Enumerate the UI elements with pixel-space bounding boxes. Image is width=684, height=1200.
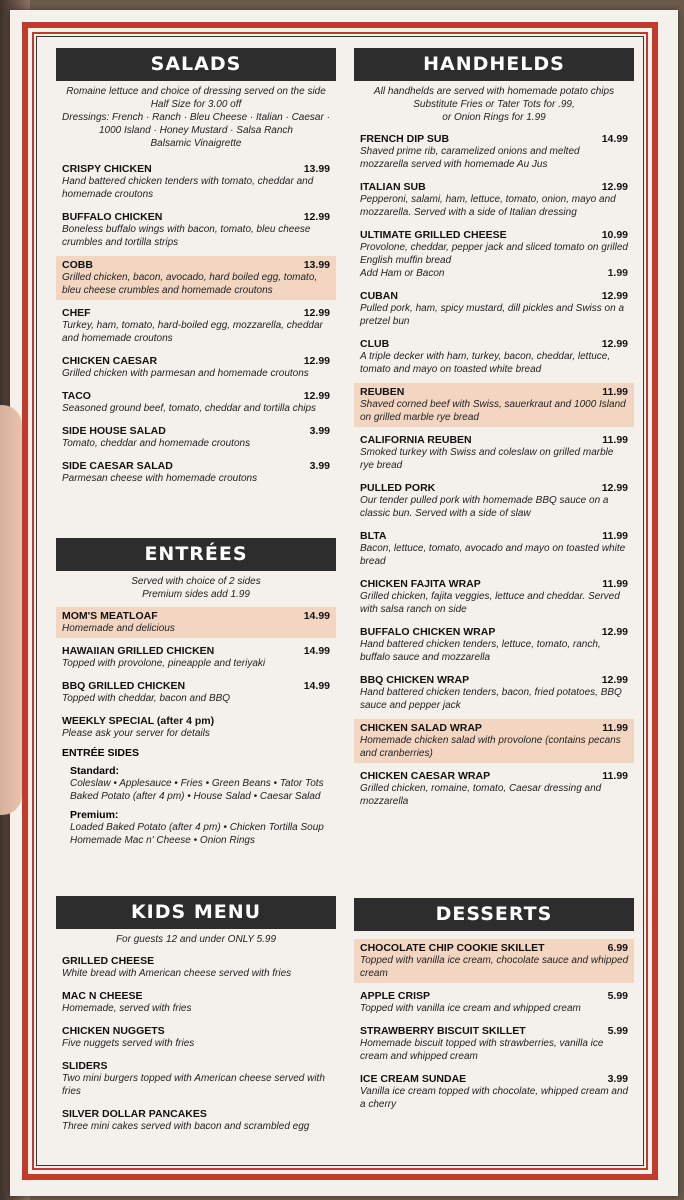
item-price: 3.99 xyxy=(309,425,330,437)
item-price: 13.99 xyxy=(303,163,330,175)
item-name: BBQ GRILLED CHICKEN xyxy=(62,680,186,692)
salads-intro: Romaine lettuce and choice of dressing served on the side Half Size for 3.00 off Dressings: French · Ranch · Bleu Cheese · Italian · Caesar · 1000 Island · Honey Mustard · Salsa Ranch Balsamic Vinaigrette xyxy=(62,86,330,149)
item-name: COBB xyxy=(62,259,93,271)
standard-sides-text: Coleslaw • Applesauce • Fries • Green Beans • Tator Tots Baked Potato (after 4 pm) • House Salad • Caesar Salad xyxy=(70,778,324,802)
menu-item xyxy=(56,677,336,708)
menu-item xyxy=(354,226,634,283)
menu-item xyxy=(354,287,634,331)
item-name: MOM'S MEATLOAF xyxy=(62,610,158,622)
item-name: FRENCH DIP SUB xyxy=(360,133,450,145)
menu-item xyxy=(354,1022,634,1066)
item-name: GRILLED CHEESE xyxy=(62,955,155,967)
item-name: CHICKEN FAJITA WRAP xyxy=(360,578,481,590)
item-name: BUFFALO CHICKEN WRAP xyxy=(360,626,496,638)
item-price: 5.99 xyxy=(607,1025,628,1037)
item-name: CHICKEN CAESAR xyxy=(62,355,158,367)
menu-item xyxy=(354,130,634,174)
item-price: 3.99 xyxy=(607,1073,628,1085)
menu-item xyxy=(56,304,336,348)
item-description: Smoked turkey with Swiss and coleslaw on grilled marble rye bread xyxy=(360,447,614,471)
item-name: CHICKEN CAESAR WRAP xyxy=(360,770,491,782)
menu-item xyxy=(56,1022,336,1053)
item-price: 14.99 xyxy=(303,645,330,657)
menu-item xyxy=(354,767,634,811)
item-price: 11.99 xyxy=(602,530,628,542)
item-price: 11.99 xyxy=(602,578,628,590)
menu-item xyxy=(56,1057,336,1101)
item-name: SIDE HOUSE SALAD xyxy=(62,425,166,437)
item-price: 11.99 xyxy=(602,722,628,734)
item-description: Seasoned ground beef, tomato, cheddar and tortilla chips xyxy=(62,403,317,414)
item-name: CHEF xyxy=(62,307,91,319)
item-price: 12.99 xyxy=(303,307,330,319)
item-name: REUBEN xyxy=(360,386,405,398)
menu-item xyxy=(354,479,634,523)
addon-label: Add Ham or Bacon xyxy=(360,268,445,279)
menu-item xyxy=(354,719,634,763)
salads-section xyxy=(56,48,336,492)
menu-item xyxy=(354,623,634,667)
item-price: 5.99 xyxy=(607,990,628,1002)
item-description: Turkey, ham, tomato, hard-boiled egg, mozzarella, cheddar and homemade croutons xyxy=(62,320,323,344)
item-name: TACO xyxy=(62,390,91,402)
item-price: 11.99 xyxy=(602,386,628,398)
menu-item xyxy=(56,712,336,743)
item-name: CLUB xyxy=(360,338,390,350)
item-description: Pulled pork, ham, spicy mustard, dill pickles and Swiss on a pretzel bun xyxy=(360,303,625,327)
salads-header: SALADS xyxy=(56,48,336,81)
item-description: A triple decker with ham, turkey, bacon, cheddar, lettuce, tomato and mayo on toasted white bread xyxy=(360,351,611,375)
menu-item xyxy=(354,335,634,379)
item-name: BBQ CHICKEN WRAP xyxy=(360,674,470,686)
item-description: Homemade biscuit topped with strawberries, vanilla ice cream and whipped cream xyxy=(360,1038,604,1062)
menu-item xyxy=(354,1070,634,1114)
item-price: 13.99 xyxy=(303,259,330,271)
item-price: 11.99 xyxy=(602,434,628,446)
menu-item xyxy=(354,527,634,571)
item-name: STRAWBERRY BISCUIT SKILLET xyxy=(360,1025,526,1037)
menu-item xyxy=(354,671,634,715)
item-price: 14.99 xyxy=(303,680,330,692)
item-description: Shaved prime rib, caramelized onions and melted mozzarella served with homemade Au Jus xyxy=(360,146,580,170)
item-price: 10.99 xyxy=(601,229,628,241)
item-description: Topped with vanilla ice cream and whipped cream xyxy=(360,1003,581,1014)
menu-item xyxy=(56,387,336,418)
item-description: Three mini cakes served with bacon and scrambled egg xyxy=(62,1121,310,1132)
item-description: Hand battered chicken tenders, bacon, fried potatoes, BBQ sauce and pepper jack xyxy=(360,687,622,711)
item-price: 12.99 xyxy=(303,390,330,402)
menu-item xyxy=(354,939,634,983)
item-description: Provolone, cheddar, pepper jack and sliced tomato on grilled English muffin bread xyxy=(360,242,628,266)
menu-item xyxy=(56,607,336,638)
premium-sides-text: Loaded Baked Potato (after 4 pm) • Chicken Tortilla Soup Homemade Mac n' Cheese • Onion Rings xyxy=(70,822,324,846)
item-name: PULLED PORK xyxy=(360,482,436,494)
item-description: Grilled chicken with parmesan and homemade croutons xyxy=(62,368,309,379)
menu-item xyxy=(56,422,336,453)
item-price: 11.99 xyxy=(602,770,628,782)
item-description: Topped with cheddar, bacon and BBQ xyxy=(62,693,231,704)
item-description: Homemade and delicious xyxy=(62,623,175,634)
item-price: 12.99 xyxy=(303,211,330,223)
item-price: 12.99 xyxy=(601,626,628,638)
handhelds-list xyxy=(354,130,634,811)
item-description: Five nuggets served with fries xyxy=(62,1038,195,1049)
item-description: Please ask your server for details xyxy=(62,728,210,739)
menu-item xyxy=(354,431,634,475)
menu-item xyxy=(354,383,634,427)
item-name: CUBAN xyxy=(360,290,398,302)
premium-sides-label: Premium: xyxy=(70,809,119,821)
item-description: Bacon, lettuce, tomato, avocado and mayo on toasted white bread xyxy=(360,543,626,567)
item-description: Vanilla ice cream topped with chocolate, whipped cream and a cherry xyxy=(360,1086,629,1110)
item-price: 12.99 xyxy=(601,338,628,350)
menu-item xyxy=(56,352,336,383)
entrees-list xyxy=(56,607,336,743)
handhelds-header: HANDHELDS xyxy=(354,48,634,81)
item-description: Shaved corned beef with Swiss, sauerkraut and 1000 Island on grilled marble rye bread xyxy=(360,399,626,423)
item-name: HAWAIIAN GRILLED CHICKEN xyxy=(62,645,215,657)
item-price: 12.99 xyxy=(601,290,628,302)
item-description: Homemade, served with fries xyxy=(62,1003,192,1014)
item-description: Two mini burgers topped with American cheese served with fries xyxy=(62,1073,325,1097)
item-name: CHICKEN SALAD WRAP xyxy=(360,722,482,734)
menu-item xyxy=(56,256,336,300)
desserts-header: DESSERTS xyxy=(354,898,634,931)
addon-price: 1.99 xyxy=(607,267,628,279)
item-price: 14.99 xyxy=(303,610,330,622)
item-name: CHOCOLATE CHIP COOKIE SKILLET xyxy=(360,942,545,954)
kids-section xyxy=(56,896,336,1140)
item-price: 12.99 xyxy=(601,482,628,494)
item-name: WEEKLY SPECIAL (after 4 pm) xyxy=(62,715,215,727)
item-name: ULTIMATE GRILLED CHEESE xyxy=(360,229,507,241)
item-name: CRISPY CHICKEN xyxy=(62,163,152,175)
item-description: Hand battered chicken tenders with tomato, cheddar and homemade croutons xyxy=(62,176,314,200)
item-description: Homemade chicken salad with provolone (contains pecans and cranberries) xyxy=(360,735,621,759)
item-price: 12.99 xyxy=(601,674,628,686)
entrees-section xyxy=(56,538,336,847)
item-price: 14.99 xyxy=(601,133,628,145)
menu-item xyxy=(56,952,336,983)
item-description: White bread with American cheese served with fries xyxy=(62,968,292,979)
menu-item xyxy=(354,575,634,619)
kids-header: KIDS MENU xyxy=(56,896,336,929)
entrees-intro: Served with choice of 2 sides Premium sides add 1.99 xyxy=(131,576,261,600)
kids-list xyxy=(56,952,336,1136)
item-description: Topped with vanilla ice cream, chocolate sauce and whipped cream xyxy=(360,955,629,979)
item-description: Pepperoni, salami, ham, lettuce, tomato, onion, mayo and mozzarella. Served with a side of Italian dressing xyxy=(360,194,616,218)
kids-intro: For guests 12 and under ONLY 5.99 xyxy=(115,934,277,945)
menu-item xyxy=(354,987,634,1018)
menu-item xyxy=(56,457,336,488)
item-price: 12.99 xyxy=(601,181,628,193)
handhelds-section xyxy=(354,48,634,815)
item-price: 3.99 xyxy=(309,460,330,472)
handhelds-intro: All handhelds are served with homemade potato chips Substitute Fries or Tater Tots for .99, or Onion Rings for 1.99 xyxy=(373,86,615,123)
item-description: Parmesan cheese with homemade croutons xyxy=(62,473,258,484)
item-name: MAC N CHEESE xyxy=(62,990,143,1002)
item-name: BLTA xyxy=(360,530,387,542)
entrees-header: ENTRÉES xyxy=(56,538,336,571)
item-description: Grilled chicken, bacon, avocado, hard boiled egg, tomato, bleu cheese crumbles and homemade croutons xyxy=(62,272,318,296)
menu-item xyxy=(56,1105,336,1136)
item-name: SLIDERS xyxy=(62,1060,108,1072)
item-name: SIDE CAESAR SALAD xyxy=(62,460,173,472)
entree-sides-title: ENTRÉE SIDES xyxy=(62,747,140,759)
desserts-list xyxy=(354,939,634,1114)
item-name: CALIFORNIA REUBEN xyxy=(360,434,472,446)
salads-list xyxy=(56,160,336,488)
menu-item xyxy=(354,178,634,222)
menu-item xyxy=(56,208,336,252)
item-name: APPLE CRISP xyxy=(360,990,431,1002)
item-description: Tomato, cheddar and homemade croutons xyxy=(62,438,251,449)
item-description: Boneless buffalo wings with bacon, tomato, bleu cheese crumbles and tortilla strips xyxy=(62,224,311,248)
item-name: CHICKEN NUGGETS xyxy=(62,1025,165,1037)
item-name: ICE CREAM SUNDAE xyxy=(360,1073,467,1085)
item-description: Grilled chicken, romaine, tomato, Caesar dressing and mozzarella xyxy=(360,783,602,807)
item-description: Our tender pulled pork with homemade BBQ sauce on a classic bun. Served with a side of slaw xyxy=(360,495,609,519)
menu-item xyxy=(56,642,336,673)
holding-thumb xyxy=(0,405,22,815)
item-description: Grilled chicken, fajita veggies, lettuce and cheddar. Served with salsa ranch on side xyxy=(360,591,620,615)
item-name: ITALIAN SUB xyxy=(360,181,426,193)
item-price: 6.99 xyxy=(607,942,628,954)
standard-sides-label: Standard: xyxy=(70,765,120,777)
item-description: Topped with provolone, pineapple and teriyaki xyxy=(62,658,266,669)
desserts-section xyxy=(354,898,634,1118)
item-description: Hand battered chicken tenders, lettuce, tomato, ranch, buffalo sauce and mozzarella xyxy=(360,639,601,663)
menu-item xyxy=(56,160,336,204)
item-name: SILVER DOLLAR PANCAKES xyxy=(62,1108,207,1120)
item-name: BUFFALO CHICKEN xyxy=(62,211,163,223)
item-addon xyxy=(360,267,630,280)
item-price: 12.99 xyxy=(303,355,330,367)
menu-item xyxy=(56,987,336,1018)
